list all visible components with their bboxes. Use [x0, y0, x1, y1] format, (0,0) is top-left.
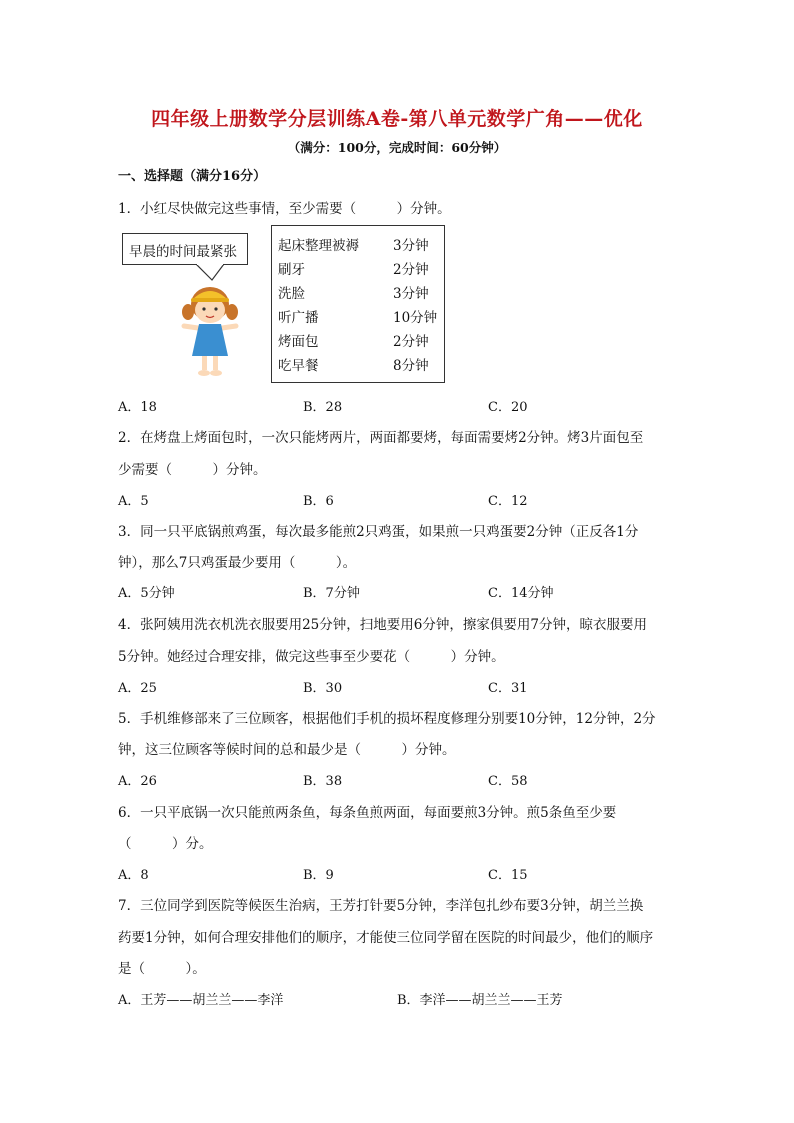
- task-name: 洗脸: [278, 286, 305, 302]
- q1-option-b[interactable]: B．28: [303, 400, 343, 415]
- question-6-line-2: （ ）分。: [118, 836, 213, 852]
- task-name: 烤面包: [278, 334, 319, 350]
- speech-bubble-text: 早晨的时间最紧张: [129, 244, 237, 260]
- page-subtitle: （满分：100分，完成时间：60分钟）: [287, 140, 507, 155]
- task-name: 吃早餐: [278, 358, 319, 374]
- task-time: 8分钟: [393, 358, 429, 374]
- q7-option-a[interactable]: A．王芳——胡兰兰——李洋: [118, 993, 284, 1008]
- question-4-line-1: 4．张阿姨用洗衣机洗衣服要用25分钟，扫地要用6分钟，擦家俱要用7分钟，晾衣服要用: [118, 617, 647, 633]
- q7-option-b[interactable]: B．李洋——胡兰兰——王芳: [397, 993, 563, 1008]
- q4-option-b[interactable]: B．30: [303, 681, 343, 696]
- q6-option-b[interactable]: B．9: [303, 868, 334, 883]
- question-6-line-1: 6．一只平底锅一次只能煎两条鱼，每条鱼煎两面，每面要煎3分钟。煎5条鱼至少要: [118, 805, 617, 821]
- girl-illustration: [180, 282, 240, 378]
- question-5-line-2: 钟，这三位顾客等候时间的总和最少是（ ）分钟。: [118, 742, 456, 758]
- q2-option-a[interactable]: A．5: [118, 494, 149, 509]
- question-4-line-2: 5分钟。她经过合理安排，做完这些事至少要花（ ）分钟。: [118, 649, 505, 665]
- page-title: 四年级上册数学分层训练A卷-第八单元数学广角——优化: [151, 108, 643, 130]
- task-time: 10分钟: [393, 310, 438, 326]
- q4-option-a[interactable]: A．25: [118, 681, 157, 696]
- question-3-line-1: 3．同一只平底锅煎鸡蛋，每次最多能煎2只鸡蛋，如果煎一只鸡蛋要2分钟（正反各1分: [118, 524, 639, 540]
- task-time-table: [271, 225, 445, 383]
- speech-bubble-tail: [196, 264, 226, 282]
- question-5-line-1: 5．手机维修部来了三位顾客，根据他们手机的损坏程度修理分别要10分钟，12分钟，2分: [118, 711, 656, 727]
- q2-option-c[interactable]: C．12: [488, 494, 528, 509]
- task-name: 起床整理被褥: [278, 238, 359, 254]
- task-time: 3分钟: [393, 286, 429, 302]
- question-2-line-2: 少需要（ ）分钟。: [118, 462, 267, 478]
- task-name: 刷牙: [278, 262, 305, 278]
- question-7-line-1: 7．三位同学到医院等候医生治病，王芳打针要5分钟，李洋包扎纱布要3分钟，胡兰兰换: [118, 898, 644, 914]
- question-2-line-1: 2．在烤盘上烤面包时，一次只能烤两片，两面都要烤，每面需要烤2分钟。烤3片面包至: [118, 430, 644, 446]
- q4-option-c[interactable]: C．31: [488, 681, 528, 696]
- q1-option-c[interactable]: C．20: [488, 400, 528, 415]
- q2-option-b[interactable]: B．6: [303, 494, 334, 509]
- q1-option-a[interactable]: A．18: [118, 400, 157, 415]
- question-7-line-2: 药要1分钟，如何合理安排他们的顺序，才能使三位同学留在医院的时间最少，他们的顺序: [118, 930, 654, 946]
- q5-option-b[interactable]: B．38: [303, 774, 343, 789]
- q3-option-b[interactable]: B．7分钟: [303, 586, 360, 601]
- q3-option-c[interactable]: C．14分钟: [488, 586, 554, 601]
- q6-option-a[interactable]: A．8: [118, 868, 149, 883]
- question-3-line-2: 钟），那么7只鸡蛋最少要用（ ）。: [118, 555, 357, 571]
- task-name: 听广播: [278, 310, 319, 326]
- q3-option-a[interactable]: A．5分钟: [118, 586, 175, 601]
- question-7-line-3: 是（ ）。: [118, 961, 206, 977]
- q5-option-a[interactable]: A．26: [118, 774, 157, 789]
- q5-option-c[interactable]: C．58: [488, 774, 528, 789]
- section-heading: 一、选择题（满分16分）: [118, 169, 267, 184]
- question-1-text: 1．小红尽快做完这些事情，至少需要（ ）分钟。: [118, 201, 451, 217]
- task-time: 3分钟: [393, 238, 429, 254]
- task-time: 2分钟: [393, 334, 429, 350]
- q6-option-c[interactable]: C．15: [488, 868, 528, 883]
- task-time: 2分钟: [393, 262, 429, 278]
- speech-bubble: [122, 233, 248, 265]
